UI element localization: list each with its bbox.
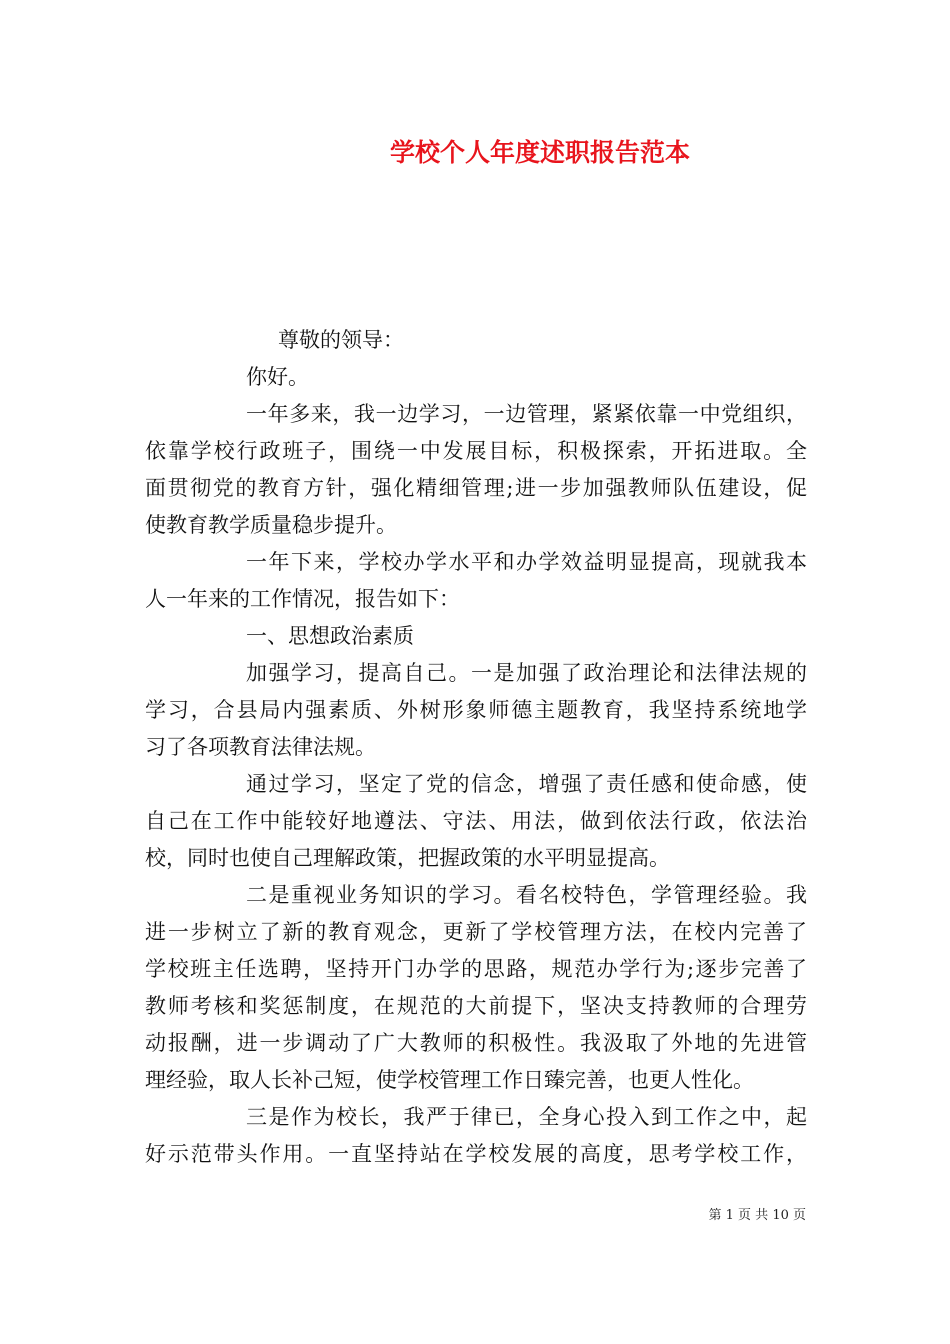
- text-line: 加强学习，提高自己。一是加强了政治理论和法律法规的: [246, 661, 807, 685]
- text-line: 尊敬的领导：: [278, 328, 404, 352]
- text-line: 通过学习，坚定了党的信念，增强了责任感和使命感，使: [246, 772, 807, 796]
- text-line: 动报酬，进一步调动了广大教师的积极性。我汲取了外地的先进管: [145, 1031, 807, 1055]
- text-line: 习了各项教育法律法规。: [145, 735, 376, 759]
- text-line: 一、思想政治素质: [246, 624, 414, 648]
- text-line: 学习，合县局内强素质、外树形象师德主题教育，我坚持系统地学: [145, 698, 807, 722]
- text-line: 进一步树立了新的教育观念，更新了学校管理方法，在校内完善了: [145, 920, 807, 944]
- text-line: 自己在工作中能较好地遵法、守法、用法，做到依法行政，依法治: [145, 809, 807, 833]
- text-line: 教师考核和奖惩制度，在规范的大前提下，坚决支持教师的合理劳: [145, 994, 807, 1018]
- text-line: 一年下来，学校办学水平和办学效益明显提高，现就我本: [246, 550, 807, 574]
- text-line: 一年多来，我一边学习，一边管理，紧紧依靠一中党组织，: [246, 402, 807, 426]
- text-line: 面贯彻党的教育方针，强化精细管理;进一步加强教师队伍建设，促: [145, 476, 807, 500]
- text-line: 使教育教学质量稳步提升。: [145, 513, 397, 537]
- document-body: [145, 322, 807, 1173]
- text-line: 理经验，取人长补己短，使学校管理工作日臻完善，也更人性化。: [145, 1068, 754, 1092]
- text-line: 你好。: [246, 365, 309, 389]
- page-number: 第 1 页 共 10 页: [708, 1208, 806, 1223]
- text-line: 二是重视业务知识的学习。看名校特色，学管理经验。我: [246, 883, 807, 907]
- document-title: 学校个人年度述职报告范本: [389, 138, 690, 167]
- text-line: 校，同时也使自己理解政策，把握政策的水平明显提高。: [145, 846, 670, 870]
- text-line: 三是作为校长，我严于律已，全身心投入到工作之中，起: [246, 1105, 807, 1129]
- text-line: 人一年来的工作情况，报告如下：: [145, 587, 460, 611]
- text-line: 好示范带头作用。一直坚持站在学校发展的高度，思考学校工作，: [145, 1142, 807, 1166]
- text-line: 依靠学校行政班子，围绕一中发展目标，积极探索，开拓进取。全: [145, 439, 807, 463]
- text-line: 学校班主任选聘，坚持开门办学的思路，规范办学行为;逐步完善了: [145, 957, 807, 981]
